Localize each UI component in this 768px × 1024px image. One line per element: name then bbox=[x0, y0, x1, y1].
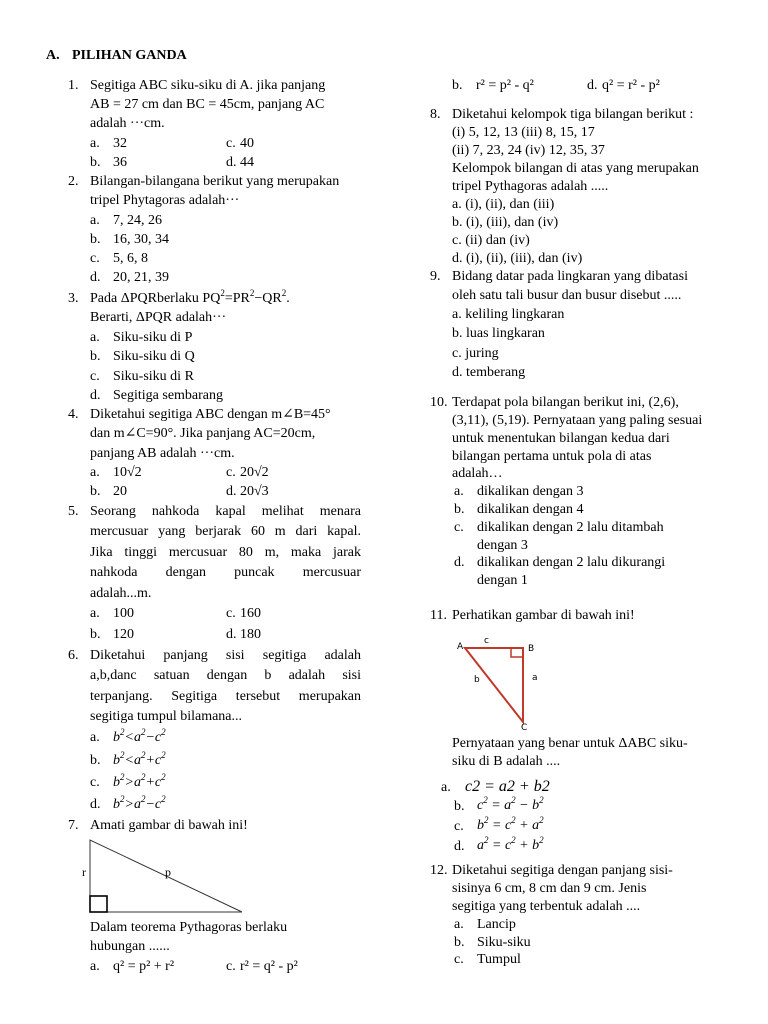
question-text-line bbox=[90, 290, 290, 308]
option-letter: b. bbox=[90, 232, 101, 247]
side-label-b: b bbox=[474, 675, 480, 685]
var: c bbox=[154, 775, 162, 790]
question-text-line: oleh satu tali busur dan busur disebut ..... bbox=[452, 288, 682, 303]
question-number: 5. bbox=[68, 504, 79, 519]
exponent: 2 bbox=[120, 727, 125, 737]
option-letter: a. bbox=[454, 484, 464, 499]
exponent: 2 bbox=[161, 794, 166, 804]
operator: < bbox=[124, 753, 134, 768]
option-letter: d. bbox=[454, 839, 465, 854]
question-text-line: Bidang datar pada lingkaran yang dibatasi bbox=[452, 269, 688, 284]
option-text: Siku-siku di Q bbox=[113, 349, 195, 364]
question-text-line: Pernyataan yang benar untuk ΔABC siku- bbox=[452, 736, 688, 751]
question-text-line: Amati gambar di bawah ini! bbox=[90, 818, 248, 833]
question-text-line: hubungan ...... bbox=[90, 939, 170, 954]
option-text: q² = p² + r² bbox=[113, 959, 175, 974]
question-text-line: Seorang nahkoda kapal melihat menara bbox=[90, 504, 361, 519]
vertex-label-c: C bbox=[521, 723, 528, 733]
exponent: 2 bbox=[140, 727, 146, 737]
option-letter: a. bbox=[90, 606, 100, 621]
question-text-line: Terdapat pola bilangan berikut ini, (2,6), bbox=[452, 395, 679, 410]
option-text: 120 bbox=[113, 627, 134, 642]
option-letter: c. bbox=[226, 959, 236, 974]
question-text-line: bilangan pertama untuk pola di atas bbox=[452, 449, 652, 464]
operator: = bbox=[492, 818, 502, 833]
option-letter: d. bbox=[226, 155, 237, 170]
option-letter: a. bbox=[90, 730, 100, 745]
option-text: q² = r² - p² bbox=[602, 78, 660, 93]
option-text: 20√3 bbox=[240, 484, 269, 499]
option-letter: b. bbox=[454, 799, 465, 814]
option-text: dikalikan dengan 4 bbox=[477, 502, 584, 517]
exponent: 2 bbox=[140, 794, 146, 804]
exponent: 2 bbox=[161, 750, 166, 760]
question-number: 10. bbox=[430, 395, 448, 410]
question-text-line: Dalam teorema Pythagoras berlaku bbox=[90, 920, 288, 935]
abc-triangle-figure bbox=[455, 632, 555, 737]
right-angle-marker bbox=[511, 648, 523, 657]
question-text-line: nahkoda dengan puncak mercusuar bbox=[90, 565, 361, 580]
option-letter: c. bbox=[454, 520, 464, 535]
exponent: 2 bbox=[120, 772, 125, 782]
option-formula bbox=[113, 729, 166, 747]
option-text: d. temberang bbox=[452, 365, 526, 380]
question-number: 6. bbox=[68, 648, 79, 663]
option-letter: d. bbox=[226, 627, 237, 642]
var: c bbox=[154, 753, 162, 768]
option-letter: b. bbox=[90, 155, 101, 170]
option-letter: b. bbox=[454, 935, 465, 950]
var: b bbox=[113, 775, 120, 790]
option-text: 160 bbox=[240, 606, 261, 621]
option-text: r² = p² - q² bbox=[476, 78, 534, 93]
option-text: 10√2 bbox=[113, 465, 142, 480]
option-letter: b. bbox=[90, 484, 101, 499]
question-text-line: segitiga tumpul bilamana... bbox=[90, 709, 243, 724]
var: b bbox=[113, 753, 120, 768]
triangle-shape bbox=[465, 648, 523, 722]
side-label-c: c bbox=[484, 636, 489, 646]
exponent: 2 bbox=[120, 750, 125, 760]
option-letter: b. bbox=[454, 502, 465, 517]
option-letter: b. bbox=[90, 349, 101, 364]
option-letter: c. bbox=[226, 606, 236, 621]
option-letter: b. bbox=[452, 78, 463, 93]
option-text: 32 bbox=[113, 136, 127, 151]
formula-part: Pada ΔPQRberlaku PQ bbox=[90, 291, 221, 306]
option-text: dikalikan dengan 2 lalu dikurangi bbox=[477, 555, 666, 570]
question-text-line: panjang AB adalah ···cm. bbox=[90, 446, 235, 461]
side-label-r: r bbox=[82, 865, 86, 879]
option-text: Siku-siku bbox=[477, 935, 531, 950]
option-letter: a. bbox=[90, 213, 100, 228]
option-text: 20, 21, 39 bbox=[113, 270, 169, 285]
option-text: 7, 24, 26 bbox=[113, 213, 162, 228]
var: a bbox=[133, 797, 141, 812]
operator: + bbox=[519, 838, 529, 853]
option-text: b. luas lingkaran bbox=[452, 326, 545, 341]
right-angle-marker bbox=[90, 896, 107, 912]
option-letter: c. bbox=[226, 465, 236, 480]
side-label-p: p bbox=[165, 865, 171, 879]
option-formula: c2 = a2 + b2 bbox=[465, 778, 550, 795]
question-text-line: tripel Pythagoras adalah ..... bbox=[452, 179, 609, 194]
question-number: 8. bbox=[430, 107, 441, 122]
question-text-line: (i) 5, 12, 13 (iii) 8, 15, 17 bbox=[452, 125, 595, 140]
option-letter: a. bbox=[90, 330, 100, 345]
question-text-line: Diketahui segitiga ABC dengan m∠B=45° bbox=[90, 407, 331, 422]
operator: > bbox=[124, 797, 134, 812]
section-letter: A. bbox=[46, 48, 60, 63]
formula-part: . bbox=[286, 291, 290, 306]
exponent: 2 bbox=[511, 835, 516, 845]
option-letter: b. bbox=[90, 627, 101, 642]
exponent: 2 bbox=[140, 750, 146, 760]
option-text: b. (i), (iii), dan (iv) bbox=[452, 215, 559, 230]
question-text-line: Kelompok bilangan di atas yang merupakan bbox=[452, 161, 699, 176]
var: b bbox=[532, 838, 540, 853]
question-text-line: untuk menentukan bilangan kedua dari bbox=[452, 431, 670, 446]
question-text-line: (ii) 7, 23, 24 (iv) 12, 35, 37 bbox=[452, 143, 605, 158]
option-letter: a. bbox=[90, 136, 100, 151]
operator: − bbox=[145, 730, 155, 745]
exponent: 2 bbox=[161, 772, 166, 782]
question-number: 7. bbox=[68, 818, 79, 833]
var: c bbox=[504, 838, 512, 853]
formula-part: −QR bbox=[254, 291, 282, 306]
question-number: 2. bbox=[68, 174, 79, 189]
question-number: 3. bbox=[68, 291, 79, 306]
var: b bbox=[477, 818, 484, 833]
exponent: 2 bbox=[484, 835, 489, 845]
question-text-line: adalah...m. bbox=[90, 586, 152, 601]
exponent: 2 bbox=[539, 795, 544, 805]
operator: < bbox=[124, 730, 134, 745]
option-letter: a. bbox=[90, 465, 100, 480]
question-text-line: Berarti, ΔPQR adalah··· bbox=[90, 310, 227, 325]
var: a bbox=[532, 818, 540, 833]
question-text-line: adalah ···cm. bbox=[90, 116, 165, 131]
option-formula bbox=[113, 796, 166, 814]
option-letter: c. bbox=[90, 251, 100, 266]
option-text: r² = q² - p² bbox=[240, 959, 298, 974]
formula-part: =PR bbox=[224, 291, 250, 306]
var: c bbox=[477, 798, 484, 813]
question-text-line: a,b,danc satuan dengan b adalah sisi bbox=[90, 668, 361, 683]
var: a bbox=[133, 775, 141, 790]
option-text: dikalikan dengan 3 bbox=[477, 484, 584, 499]
option-text: 20 bbox=[113, 484, 127, 499]
option-text: c. juring bbox=[452, 346, 499, 361]
operator: = bbox=[491, 798, 501, 813]
option-letter: c. bbox=[454, 952, 464, 967]
option-letter: d. bbox=[587, 78, 598, 93]
option-text: 44 bbox=[240, 155, 254, 170]
option-letter: c. bbox=[226, 136, 236, 151]
option-formula bbox=[477, 797, 544, 815]
var: b bbox=[113, 797, 120, 812]
exponent: 2 bbox=[220, 288, 225, 298]
var: a bbox=[133, 753, 141, 768]
operator: + bbox=[145, 753, 155, 768]
exponent: 2 bbox=[539, 815, 544, 825]
question-text-line: (3,11), (5,19). Pernyataan yang paling sesuai bbox=[452, 413, 703, 428]
option-text: 16, 30, 34 bbox=[113, 232, 169, 247]
operator: = bbox=[492, 838, 502, 853]
question-number: 1. bbox=[68, 78, 79, 93]
exponent: 2 bbox=[249, 288, 255, 298]
option-letter: c. bbox=[90, 775, 100, 790]
option-text: 100 bbox=[113, 606, 134, 621]
question-number: 12. bbox=[430, 863, 448, 878]
question-text-line: siku di B adalah .... bbox=[452, 754, 561, 769]
var: c bbox=[504, 818, 512, 833]
option-text: 180 bbox=[240, 627, 261, 642]
option-text: dengan 1 bbox=[477, 573, 528, 588]
option-text: Tumpul bbox=[477, 952, 521, 967]
question-text-line: Diketahui panjang sisi segitiga adalah bbox=[90, 648, 361, 663]
option-text: Siku-siku di R bbox=[113, 369, 194, 384]
option-letter: c. bbox=[454, 819, 464, 834]
section-title: PILIHAN GANDA bbox=[72, 48, 187, 63]
option-text: dikalikan dengan 2 lalu ditambah bbox=[477, 520, 664, 535]
question-text-line: Segitiga ABC siku-siku di A. jika panjang bbox=[90, 78, 326, 93]
option-letter: d. bbox=[90, 797, 101, 812]
option-text: Siku-siku di P bbox=[113, 330, 193, 345]
option-formula bbox=[113, 752, 166, 770]
option-text: Segitiga sembarang bbox=[113, 388, 224, 403]
option-text: 20√2 bbox=[240, 465, 269, 480]
option-text: 36 bbox=[113, 155, 127, 170]
vertex-label-b: B bbox=[528, 644, 535, 654]
exponent: 2 bbox=[483, 795, 488, 805]
operator: − bbox=[519, 798, 529, 813]
option-text: Lancip bbox=[477, 917, 516, 932]
option-formula bbox=[477, 837, 544, 855]
question-text-line: Bilangan-bilangana berikut yang merupakan bbox=[90, 174, 340, 189]
question-text-line: terpanjang. Segitiga tersebut merupakan bbox=[90, 689, 361, 704]
exponent: 2 bbox=[281, 288, 287, 298]
question-text-line: dan m∠C=90°. Jika panjang AC=20cm, bbox=[90, 426, 316, 441]
option-text: a. keliling lingkaran bbox=[452, 307, 565, 322]
operator: + bbox=[519, 818, 529, 833]
question-text-line: AB = 27 cm dan BC = 45cm, panjang AC bbox=[90, 97, 325, 112]
option-letter: a. bbox=[441, 780, 451, 795]
operator: + bbox=[145, 775, 155, 790]
var: a bbox=[504, 798, 512, 813]
option-letter: d. bbox=[454, 555, 465, 570]
exponent: 2 bbox=[161, 727, 166, 737]
question-number: 11. bbox=[430, 608, 447, 623]
var: c bbox=[154, 730, 162, 745]
question-number: 9. bbox=[430, 269, 441, 284]
option-text: dengan 3 bbox=[477, 538, 528, 553]
operator: − bbox=[145, 797, 155, 812]
option-letter: d. bbox=[90, 270, 101, 285]
option-formula bbox=[477, 817, 544, 835]
exponent: 2 bbox=[539, 835, 544, 845]
option-text: a. (i), (ii), dan (iii) bbox=[452, 197, 555, 212]
operator: > bbox=[124, 775, 134, 790]
exponent: 2 bbox=[511, 795, 516, 805]
question-text-line: sisinya 6 cm, 8 cm dan 9 cm. Jenis bbox=[452, 881, 647, 896]
option-text: 5, 6, 8 bbox=[113, 251, 148, 266]
question-text-line: adalah… bbox=[452, 466, 503, 481]
option-letter: a. bbox=[454, 917, 464, 932]
option-letter: d. bbox=[226, 484, 237, 499]
exponent: 2 bbox=[511, 815, 516, 825]
option-letter: d. bbox=[90, 388, 101, 403]
side-label-a: a bbox=[532, 673, 538, 683]
var: a bbox=[477, 838, 484, 853]
vertex-label-a: A bbox=[457, 642, 464, 652]
option-text: d. (i), (ii), (iii), dan (iv) bbox=[452, 251, 583, 266]
question-text-line: Diketahui kelompok tiga bilangan berikut : bbox=[452, 107, 694, 122]
option-letter: a. bbox=[90, 959, 100, 974]
question-text-line: Perhatikan gambar di bawah ini! bbox=[452, 608, 635, 623]
var: c bbox=[154, 797, 162, 812]
question-text-line: tripel Phytagoras adalah··· bbox=[90, 193, 240, 208]
question-text-line: segitiga yang terbentuk adalah .... bbox=[452, 899, 641, 914]
exponent: 2 bbox=[484, 815, 489, 825]
question-number: 4. bbox=[68, 407, 79, 422]
question-text-line: Diketahui segitiga dengan panjang sisi- bbox=[452, 863, 673, 878]
var: b bbox=[113, 730, 120, 745]
option-formula bbox=[113, 774, 166, 792]
exponent: 2 bbox=[140, 772, 146, 782]
question-text-line: mercusuar yang berjarak 60 m dari kapal. bbox=[90, 524, 361, 539]
option-text: c. (ii) dan (iv) bbox=[452, 233, 530, 248]
option-letter: b. bbox=[90, 753, 101, 768]
option-text: 40 bbox=[240, 136, 254, 151]
var: a bbox=[133, 730, 141, 745]
var: b bbox=[532, 798, 540, 813]
exponent: 2 bbox=[120, 794, 125, 804]
option-letter: c. bbox=[90, 369, 100, 384]
question-text-line: Jika tinggi mercusuar 80 m, maka jarak bbox=[90, 545, 361, 560]
